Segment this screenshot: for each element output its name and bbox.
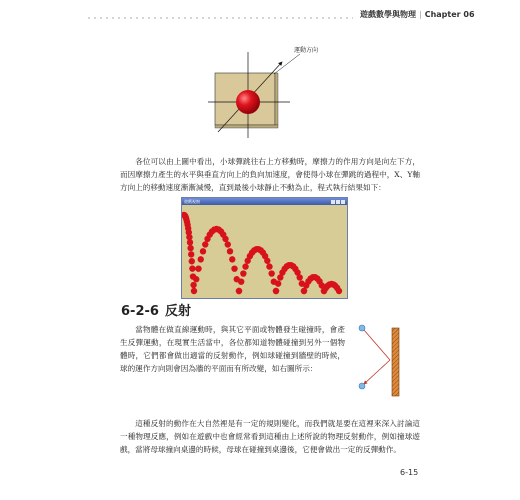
header-dot bbox=[328, 17, 330, 19]
header-dot bbox=[280, 17, 282, 19]
header-dot bbox=[214, 17, 216, 19]
header-dot bbox=[238, 17, 240, 19]
ball-trail-dot bbox=[225, 241, 231, 247]
header-dot bbox=[346, 17, 348, 19]
header-dot bbox=[178, 17, 180, 19]
ball-trail-dot bbox=[191, 288, 197, 294]
header-dot bbox=[208, 17, 210, 19]
header-dot bbox=[160, 17, 162, 19]
ball-trail-dot bbox=[187, 245, 193, 251]
direction-leader-line bbox=[274, 54, 300, 74]
header-dot bbox=[226, 17, 228, 19]
friction-diagram bbox=[200, 40, 330, 150]
book-title: 遊戲數學與物理 bbox=[360, 10, 416, 19]
bounce-trail bbox=[182, 205, 347, 298]
ball-trail-dot bbox=[189, 258, 195, 264]
header-dot bbox=[292, 17, 294, 19]
header-dot bbox=[340, 17, 342, 19]
header-dot bbox=[166, 17, 168, 19]
ball-trail-dot bbox=[273, 288, 279, 294]
header-dot bbox=[334, 17, 336, 19]
header-dot bbox=[316, 17, 318, 19]
ball-end bbox=[359, 383, 365, 389]
section-number: 6-2-6 bbox=[121, 304, 159, 319]
window-title: 遊戲視窗 bbox=[184, 198, 200, 204]
ball-trail-dot bbox=[200, 248, 206, 254]
ball-trail-dot bbox=[190, 282, 196, 288]
header-dot bbox=[310, 17, 312, 19]
reflection-diagram bbox=[352, 320, 412, 400]
ball-trail-dot bbox=[301, 288, 307, 294]
ball-trail-dot bbox=[187, 239, 193, 245]
header-dot bbox=[154, 17, 156, 19]
header-dot bbox=[322, 17, 324, 19]
ball-trail-dot bbox=[236, 288, 242, 294]
direction-label: 運動方向 bbox=[294, 47, 319, 54]
ball-trail-dot bbox=[268, 270, 274, 276]
ball-trail-dot bbox=[231, 265, 237, 271]
reflected-path bbox=[364, 360, 390, 384]
header-dot bbox=[142, 17, 144, 19]
header-dot bbox=[286, 17, 288, 19]
header-dotted-rule bbox=[88, 15, 353, 21]
header-dot bbox=[184, 17, 186, 19]
ball-trail-dot bbox=[266, 263, 272, 269]
incoming-path bbox=[364, 330, 390, 360]
header-dot bbox=[262, 17, 264, 19]
ball-trail-dot bbox=[193, 276, 199, 282]
paragraph-friction: 各位可以由上圖中看出，小球彈跳往右上方移動時，摩擦力的作用方向是向左下方，而因摩擦力產生的水平與垂直方向上的負向加速度，會使得小球在彈跳的過程中，X、Y軸方向上的移動速度漸漸減慢，直到最後小球靜止不動為止，程式執行結果如下： bbox=[120, 157, 420, 192]
header-dot bbox=[94, 17, 96, 19]
header-dot bbox=[220, 17, 222, 19]
ball-trail-dot bbox=[188, 251, 194, 257]
header-dot bbox=[196, 17, 198, 19]
section-heading bbox=[121, 300, 191, 319]
maximize-icon bbox=[336, 200, 340, 204]
header-dot bbox=[274, 17, 276, 19]
header-dot bbox=[250, 17, 252, 19]
header-dot bbox=[232, 17, 234, 19]
header-dot bbox=[112, 17, 114, 19]
header-dot bbox=[190, 17, 192, 19]
header-dot bbox=[106, 17, 108, 19]
header-dot bbox=[244, 17, 246, 19]
ball-trail-dot bbox=[264, 258, 270, 264]
paragraph-reflection-detail: 這種反射的動作在大自然裡是有一定的規則變化，而我們就是要在這裡來深入討論這一種物理反應，例如在遊戲中也會經常看到這種由上述所說的物理反射動作，例如撞球遊戲，當將母球撞向桌邊的時候，母球在碰撞到桌邊後，它便會做出一定的反彈動作。 bbox=[120, 419, 420, 454]
header-separator: | bbox=[419, 10, 422, 19]
header-dot bbox=[130, 17, 132, 19]
header-dot bbox=[88, 17, 90, 19]
ball-trail-dot bbox=[198, 256, 204, 262]
header-dot bbox=[148, 17, 150, 19]
header-dot bbox=[136, 17, 138, 19]
page-number: 6-15 bbox=[400, 468, 419, 477]
header-dot bbox=[352, 17, 353, 19]
running-header bbox=[360, 9, 475, 20]
paragraph-reflection-intro: 當物體在做直線運動時，與其它平面或物體發生碰撞時，會產生反彈運動，在現實生活當中，各位都知道物體碰撞到另外一個物體時，它們都會做出適當的反射動作，例如球碰撞到牆壁的時候，球的運作方向則會因為牆的平面而有所改變，如右圖所示： bbox=[120, 325, 345, 373]
ball-trail-dot bbox=[242, 263, 248, 269]
ball-start bbox=[359, 325, 365, 331]
ball-trail-dot bbox=[229, 256, 235, 262]
ball-trail-dot bbox=[336, 288, 342, 294]
ball-trail-dot bbox=[195, 265, 201, 271]
header-dot bbox=[268, 17, 270, 19]
wall bbox=[392, 328, 399, 396]
chapter-label: Chapter 06 bbox=[424, 10, 475, 19]
header-dot bbox=[202, 17, 204, 19]
ball-trail-dot bbox=[240, 270, 246, 276]
ball-trail-dot bbox=[189, 265, 195, 271]
header-dot bbox=[256, 17, 258, 19]
close-icon bbox=[341, 200, 345, 204]
ball-trail-dot bbox=[222, 236, 228, 242]
ball-trail-dot bbox=[296, 274, 302, 280]
window-titlebar bbox=[182, 198, 347, 205]
header-dot bbox=[118, 17, 120, 19]
program-output-window bbox=[181, 197, 348, 299]
header-dot bbox=[100, 17, 102, 19]
red-ball bbox=[236, 90, 260, 114]
ball-trail-dot bbox=[238, 278, 244, 284]
ball-trail-dot bbox=[202, 241, 208, 247]
ball-trail-dot bbox=[227, 248, 233, 254]
header-dot bbox=[304, 17, 306, 19]
window-buttons bbox=[331, 200, 345, 204]
ball-trail-dot bbox=[275, 280, 281, 286]
minimize-icon bbox=[331, 200, 335, 204]
header-dot bbox=[298, 17, 300, 19]
section-title: 反射 bbox=[164, 304, 191, 319]
header-dot bbox=[172, 17, 174, 19]
header-dot bbox=[124, 17, 126, 19]
